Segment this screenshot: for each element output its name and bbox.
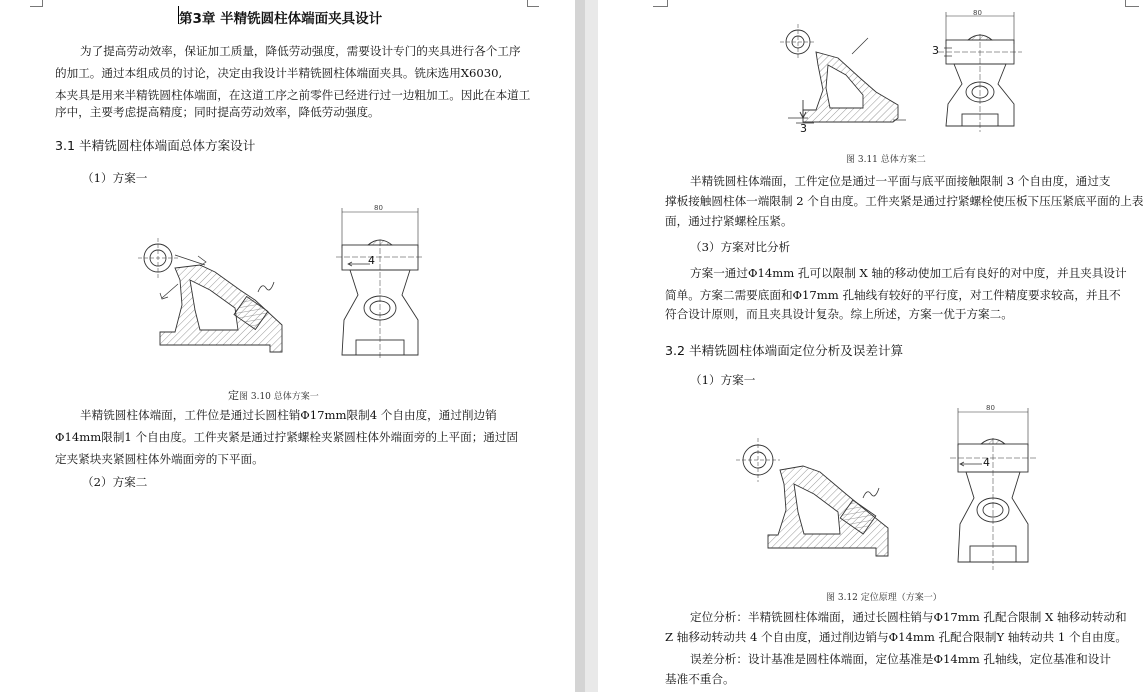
corner-mark (42, 0, 43, 7)
section-mark-bottom: 3 (800, 122, 807, 135)
corner-mark (1125, 0, 1126, 7)
dimension-label: 80 (986, 404, 995, 412)
intro-line: 为了提高劳动效率，保证加工质量，降低劳动强度，需要设计专门的夹具进行各个工序 (80, 44, 521, 58)
section-heading-3-1: 3.1 半精铣圆柱体端面总体方案设计 (55, 138, 256, 153)
option1-label-right: （1）方案一 (690, 373, 756, 387)
figure-3-10 (120, 200, 440, 370)
page-gutter (575, 0, 585, 692)
dimension-label: 80 (973, 10, 982, 17)
para2-line: 面，通过拧紧螺栓压紧。 (665, 214, 793, 228)
dimension-label: 80 (374, 204, 383, 212)
caption-text: 图 3.10 总体方案一 (239, 392, 319, 402)
chapter-title: 第3章 半精铣圆柱体端面夹具设计 (179, 11, 383, 27)
section-mark: 4 (983, 456, 990, 469)
corner-mark (527, 6, 539, 7)
para2-line: 半精铣圆柱体端面，工件定位是通过一平面与底平面接触限制 3 个自由度，通过支 (690, 174, 1111, 188)
para1-line: 定夹紧块夹紧圆柱体外端面旁的下平面。 (55, 452, 264, 466)
para2-line: 撑板接触圆柱体一端限制 2 个自由度。工件夹紧是通过拧紧螺栓使压板下压压紧底平面的上表 (665, 194, 1143, 208)
front-view-drawing (950, 408, 1036, 570)
side-view-drawing (736, 438, 888, 556)
figure-3-11 (768, 10, 1068, 140)
para5-line: 基准不重合。 (665, 672, 735, 686)
right-page[interactable] (598, 0, 1143, 692)
section-mark-top: 3 (932, 44, 939, 57)
intro-line: 的加工。通过本组成员的讨论，决定由我设计半精铣圆柱体端面夹具。铣床选用X6030, (55, 66, 503, 80)
option2-label: （2）方案二 (82, 475, 148, 489)
corner-mark (667, 0, 668, 7)
para5-line: 误差分析：设计基准是圆柱体端面，定位基准是Φ14mm 孔轴线，定位基准和设计 (690, 652, 1111, 666)
para3-line: 简单。方案二需要底面和Φ17mm 孔轴线有较好的平行度，对工件精度要求较高，并且不 (665, 288, 1121, 302)
section-heading-3-2: 3.2 半精铣圆柱体端面定位分析及误差计算 (665, 343, 904, 358)
intro-line: 序中，主要考虑提高精度；同时提高劳动效率，降低劳动强度。 (55, 105, 380, 119)
figure2-caption: 图 3.11 总体方案二 (846, 155, 926, 165)
corner-mark (1125, 6, 1139, 7)
figure3-caption: 图 3.12 定位原理（方案一） (826, 593, 942, 603)
caption-prefix: 定 (228, 389, 239, 402)
para4-line: Z 轴移动转动共 4 个自由度，通过削边销与Φ14mm 孔配合限制Y 轴转动共 1 个自由度。 (665, 630, 1127, 644)
side-view-drawing (138, 238, 282, 352)
figure-3-12 (728, 400, 1048, 575)
corner-mark (653, 6, 667, 7)
side-view-drawing (780, 24, 906, 123)
corner-mark (527, 0, 528, 7)
para1-line: 半精铣圆柱体端面，工件位是通过长圆柱销Φ17mm限制4 个自由度，通过削边销 (80, 408, 497, 422)
para3-line: 方案一通过Φ14mm 孔可以限制 X 轴的移动使加工后有良好的对中度，并且夹具设计 (690, 266, 1127, 280)
front-view-drawing (938, 12, 1022, 132)
section-mark: 4 (368, 254, 375, 267)
page-gutter-shadow (585, 0, 598, 692)
option3-label: （3）方案对比分析 (690, 240, 791, 254)
intro-line: 本夹具是用来半精铣圆柱体端面，在这道工序之前零件已经进行过一边粗加工。因此在本道工 (55, 88, 531, 102)
front-view-drawing (336, 208, 424, 360)
figure1-caption (228, 387, 319, 403)
para1-line: Φ14mm限制1 个自由度。工件夹紧是通过拧紧螺栓夹紧圆柱体外端面旁的上平面；通过固 (55, 430, 519, 444)
para3-line: 符合设计原则，而且夹具设计复杂。综上所述，方案一优于方案二。 (665, 307, 1013, 321)
option1-label: （1）方案一 (82, 171, 148, 185)
para4-line: 定位分析：半精铣圆柱体端面，通过长圆柱销与Φ17mm 孔配合限制 X 轴移动转动和 (690, 610, 1127, 624)
corner-mark (30, 6, 42, 7)
